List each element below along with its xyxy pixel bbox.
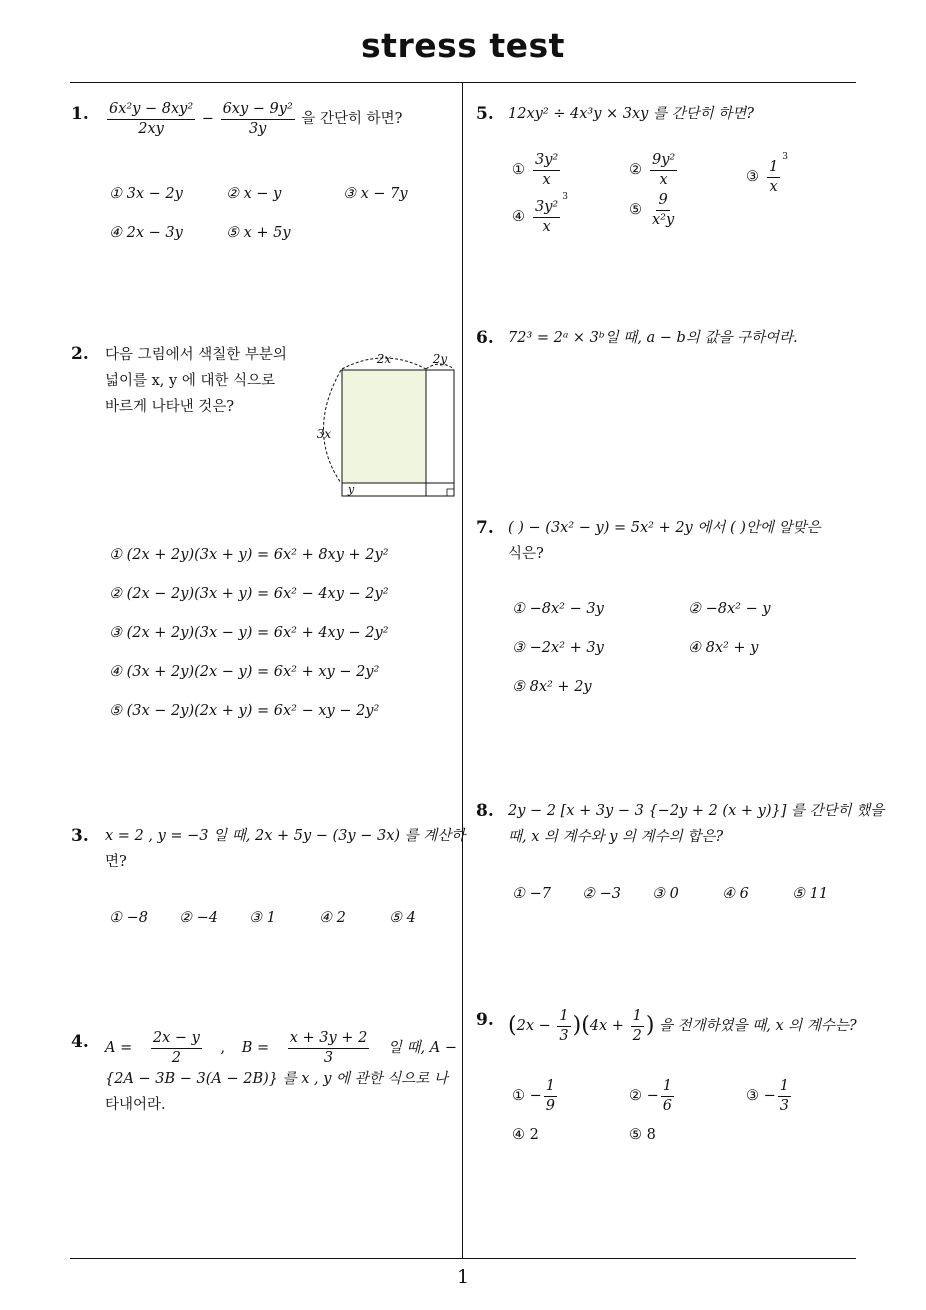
q3-option-3[interactable]: ③ 1 [249,910,276,926]
q2-stem: 다음 그림에서 색칠한 부분의 넓이를 x, y 에 대한 식으로 바르게 나타낸 것은? [105,347,287,415]
q5-option-3[interactable]: ③ $\frac{1}{x}$ $^3$ [746,152,788,195]
q7-number: 7. [476,518,494,538]
q1-option-1[interactable]: ① 3x − 2y [109,186,183,202]
q5-option-5[interactable]: ⑤ $\frac{9}{\text{x²y}}$ [629,192,675,228]
q3-number: 3. [71,826,89,846]
footer-rule [70,1258,856,1259]
q1-number: 1. [71,104,89,124]
q7-stem: ( ) − (3x² − y) = 5x² + 2y 에서 ( )안에 알맞은 식은? [508,520,821,562]
q9-option-3[interactable]: ③ − $\frac{1}{3}$ [746,1078,789,1114]
q2-label-top-right: 2y [432,352,448,366]
q2-label-left: 3x [316,427,332,441]
q5-number: 5. [476,104,494,124]
header-rule [70,82,856,83]
q2-option-1[interactable]: ① (2x + 2y)(3x + y) = 6x² + 8xy + 2y² [109,547,389,563]
q2-label-top: 2x [376,352,392,366]
q3-option-1[interactable]: ① −8 [109,910,148,926]
q1-option-5[interactable]: ⑤ x + 5y [226,225,291,241]
q4-fraction-b: $\frac{x + 3y + 2}{3}$ [289,1030,368,1066]
q1-option-2[interactable]: ② x − y [226,186,282,202]
q3-option-5[interactable]: ⑤ 4 [389,910,416,926]
q2-option-3[interactable]: ③ (2x + 2y)(3x − y) = 6x² + 4xy − 2y² [109,625,389,641]
q1-stem: $\frac{\text{6x²y − 8xy²}}{2xy}$ − $\frac{\text{6xy − 9y²}}{3y}$ 을 간단히 하면? [109,101,403,137]
q7-option-3[interactable]: ③ −2x² + 3y [512,640,604,656]
q2-option-5[interactable]: ⑤ (3x − 2y)(2x + y) = 6x² − xy − 2y² [109,703,380,719]
q9-stem: (2x − $\frac{1}{3}$ )(4x + $\frac{1}{2}$ ) 을 전개하였을 때, x 의 계수는? [508,1008,857,1044]
q2-label-bottom: y [348,483,355,496]
page-number: 1 [456,1266,470,1288]
q7-option-5[interactable]: ⑤ 8x² + 2y [512,679,592,695]
q8-option-3[interactable]: ③ 0 [652,886,679,902]
q5-option-2[interactable]: ② $\frac{\text{9y²}}{x}$ [629,152,676,188]
q4-number: 4. [71,1032,89,1052]
page-title: stress test [361,26,565,65]
q8-option-2[interactable]: ② −3 [582,886,621,902]
q9-option-4[interactable]: ④ 2 [512,1127,539,1143]
q8-option-1[interactable]: ① −7 [512,886,551,902]
q9-option-2[interactable]: ② − $\frac{1}{6}$ [629,1078,672,1114]
q2-option-2[interactable]: ② (2x − 2y)(3x + y) = 6x² − 4xy − 2y² [109,586,389,602]
q3-stem: x = 2 , y = −3 일 때, 2x + 5y − (3y − 3x) 를 계산하 면? [105,828,466,870]
q7-option-2[interactable]: ② −8x² − y [688,601,771,617]
q1-fraction-2: $\frac{\text{6xy − 9y²}}{3y}$ [222,101,293,137]
q9-option-1[interactable]: ① − $\frac{1}{9}$ [512,1078,555,1114]
q5-option-1[interactable]: ① $\frac{\text{3y²}}{x}$ [512,152,559,188]
q2-option-4[interactable]: ④ (3x + 2y)(2x − y) = 6x² + xy − 2y² [109,664,380,680]
q5-stem: 12xy² ÷ 4x³y × 3xy 를 간단히 하면? [508,106,755,122]
q7-option-1[interactable]: ① −8x² − 3y [512,601,604,617]
q6-stem: 72³ = 2ᵃ × 3ᵇ일 때, a − b의 값을 구하여라. [508,330,798,346]
q4-stem: A = $\frac{2x - y}{2}$ , B = $\frac{x + 3y + 2}{3}$ 일 때, A − {2A − 3B − 3(A − 2B)} 를 x , y 에 관한 식으로 나 타내어라. [105,1030,457,1114]
q2-number: 2. [71,344,89,364]
q6-number: 6. [476,328,494,348]
q4-fraction-a: $\frac{2x - y}{2}$ [152,1030,200,1066]
q9-number: 9. [476,1010,494,1030]
q8-option-5[interactable]: ⑤ 11 [792,886,829,902]
q1-option-3[interactable]: ③ x − 7y [343,186,408,202]
q1-option-4[interactable]: ④ 2x − 3y [109,225,183,241]
q9-option-5[interactable]: ⑤ 8 [629,1127,656,1143]
q3-option-4[interactable]: ④ 2 [319,910,346,926]
q2-area-diagram [310,345,460,501]
q8-option-4[interactable]: ④ 6 [722,886,749,902]
q7-option-4[interactable]: ④ 8x² + y [688,640,759,656]
q8-stem: 2y − 2 [x + 3y − 3 {−2y + 2 (x + y)}] 를 간단히 했을 때, x 의 계수와 y 의 계수의 합은? [508,803,885,845]
column-divider [462,83,463,1258]
q8-number: 8. [476,801,494,821]
q1-fraction-1: $\frac{\text{6x²y − 8xy²}}{2xy}$ [109,101,194,137]
q5-option-4[interactable]: ④ $\frac{\text{3y²}}{x}$ $^3$ [512,192,568,235]
q3-option-2[interactable]: ② −4 [179,910,218,926]
